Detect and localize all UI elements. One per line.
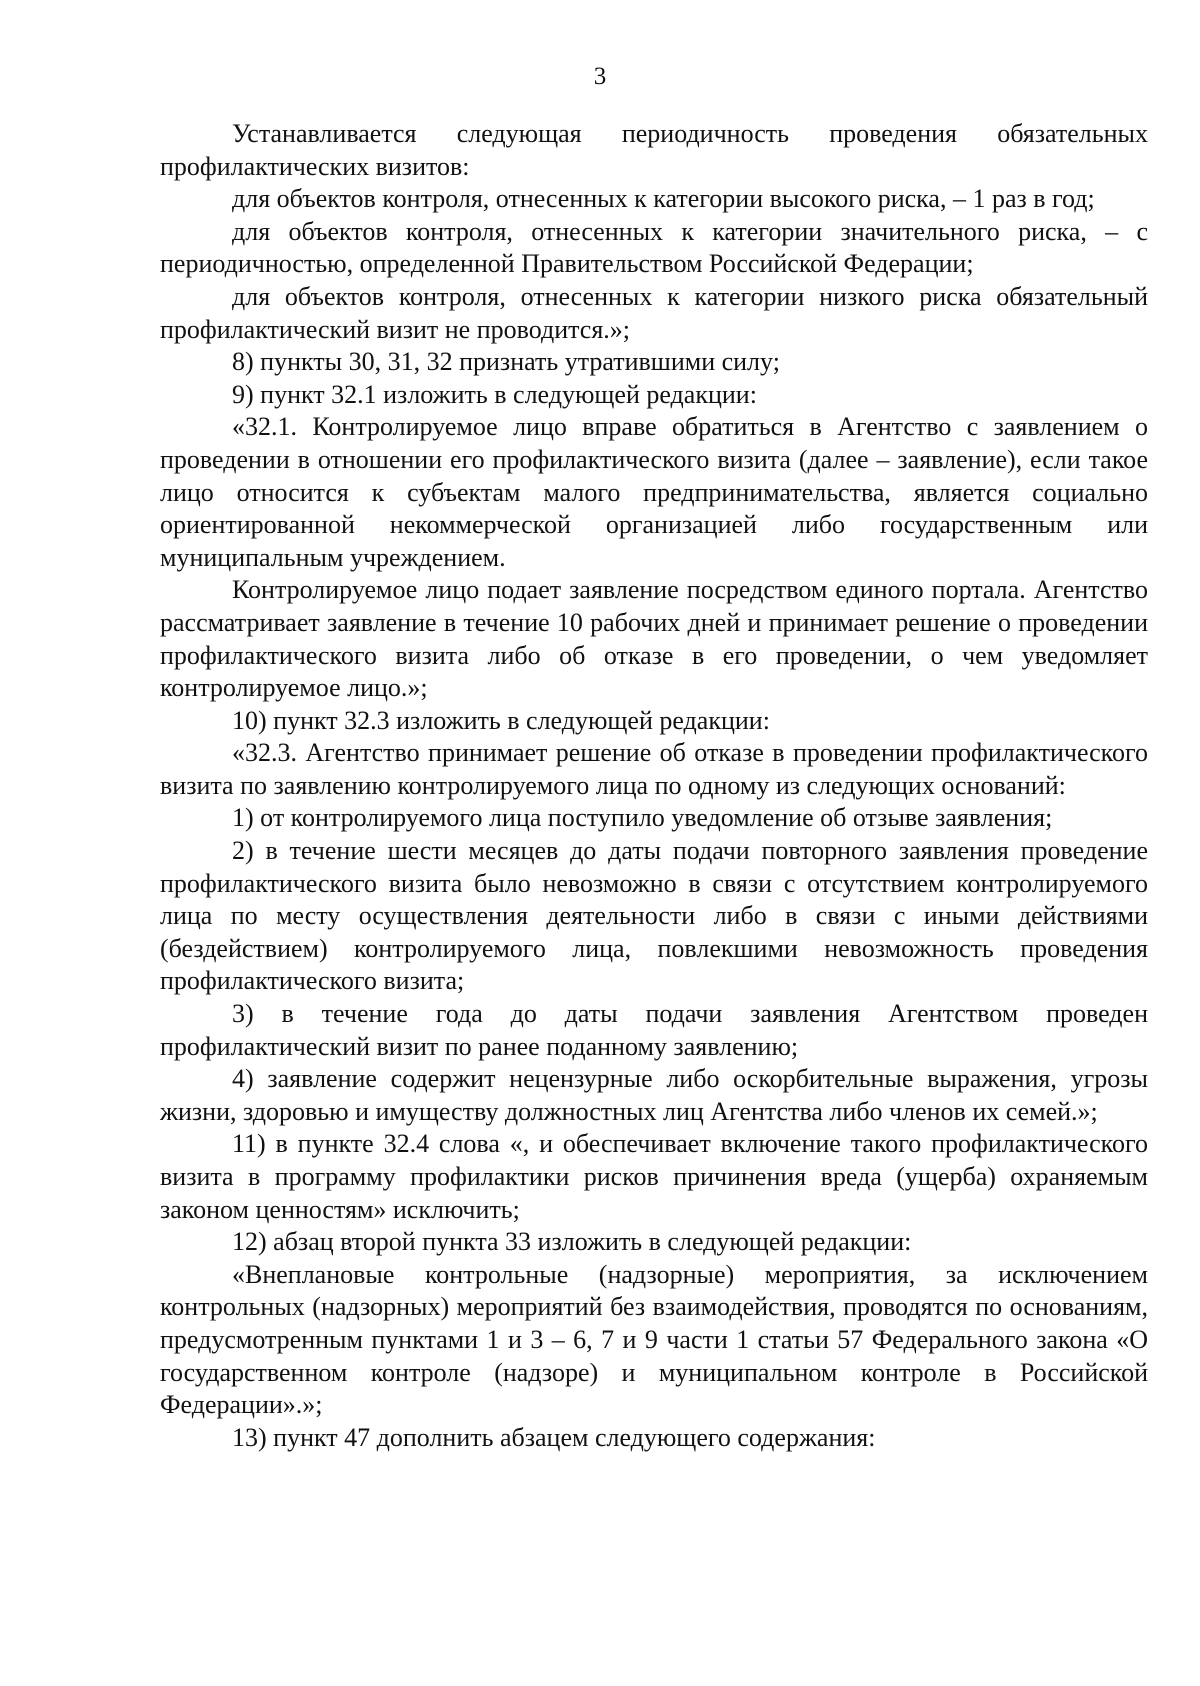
paragraph: 3) в течение года до даты подачи заявления Агентством проведен профилактический визит по ранее поданному заявлению; <box>160 999 1148 1061</box>
paragraph: Устанавливается следующая периодичность проведения обязательных профилактических визитов: <box>160 119 1148 181</box>
paragraph: 10) пункт 32.3 изложить в следующей редакции: <box>232 705 770 735</box>
page-number: 3 <box>593 63 607 90</box>
paragraph: 8) пункты 30, 31, 32 признать утратившими силу; <box>232 347 780 377</box>
paragraph: 12) абзац второй пункта 33 изложить в следующей редакции: <box>232 1227 912 1257</box>
paragraph: «Внеплановые контрольные (надзорные) мероприятия, за исключением контрольных (надзорных) мероприятий без взаимодействия, проводятся по основаниям, предусмотренным пунктами 1 и 3 – 6, 7 и 9 части 1 статьи 57 Федерального закона «О государственном контроле (надзоре) и муниципальном контроле в Российской Федерации».»; <box>160 1259 1148 1420</box>
paragraph: 11) в пункте 32.4 слова «, и обеспечивает включение такого профилактического визита в программу профилактики рисков причинения вреда (ущерба) охраняемым законом ценностям» исключить; <box>160 1129 1148 1224</box>
paragraph: 2) в течение шести месяцев до даты подачи повторного заявления проведение профилактического визита было невозможно в связи с отсутствием контролируемого лица по месту осуществления деятельности либо в связи с иными действиями (бездействием) контролируемого лица, повлекшими невозможность проведения профилактического визита; <box>160 836 1148 996</box>
paragraph: 4) заявление содержит нецензурные либо оскорбительные выражения, угрозы жизни, здоровью и имуществу должностных лиц Агентства либо членов их семей.»; <box>160 1064 1148 1126</box>
paragraph: «32.1. Контролируемое лицо вправе обратиться в Агентство с заявлением о проведении в отношении его профилактического визита (далее – заявление), если такое лицо относится к субъектам малого предпринимательства, является социально ориентированной некоммерческой организацией либо государственным или муниципальным учреждением. <box>160 412 1148 572</box>
paragraph: Контролируемое лицо подает заявление посредством единого портала. Агентство рассматривает заявление в течение 10 рабочих дней и принимает решение о проведении профилактического визита либо об отказе в его проведении, о чем уведомляет контролируемое лицо.»; <box>160 575 1148 703</box>
paragraph: 9) пункт 32.1 изложить в следующей редакции: <box>232 379 757 409</box>
paragraph: «32.3. Агентство принимает решение об отказе в проведении профилактического визита по заявлению контролируемого лица по одному из следующих оснований: <box>160 738 1148 800</box>
document-body <box>160 118 1148 1454</box>
paragraph: 13) пункт 47 дополнить абзацем следующего содержания: <box>232 1422 876 1452</box>
paragraph: для объектов контроля, отнесенных к категории значительного риска, – с периодичностью, определенной Правительством Российской Федерации; <box>160 216 1148 279</box>
paragraph: для объектов контроля, отнесенных к категории низкого риска обязательный профилактический визит не проводится.»; <box>160 281 1148 344</box>
paragraph: 1) от контролируемого лица поступило уведомление об отзыве заявления; <box>232 803 1053 833</box>
paragraph: для объектов контроля, отнесенных к категории высокого риска, – 1 раз в год; <box>232 184 1095 214</box>
